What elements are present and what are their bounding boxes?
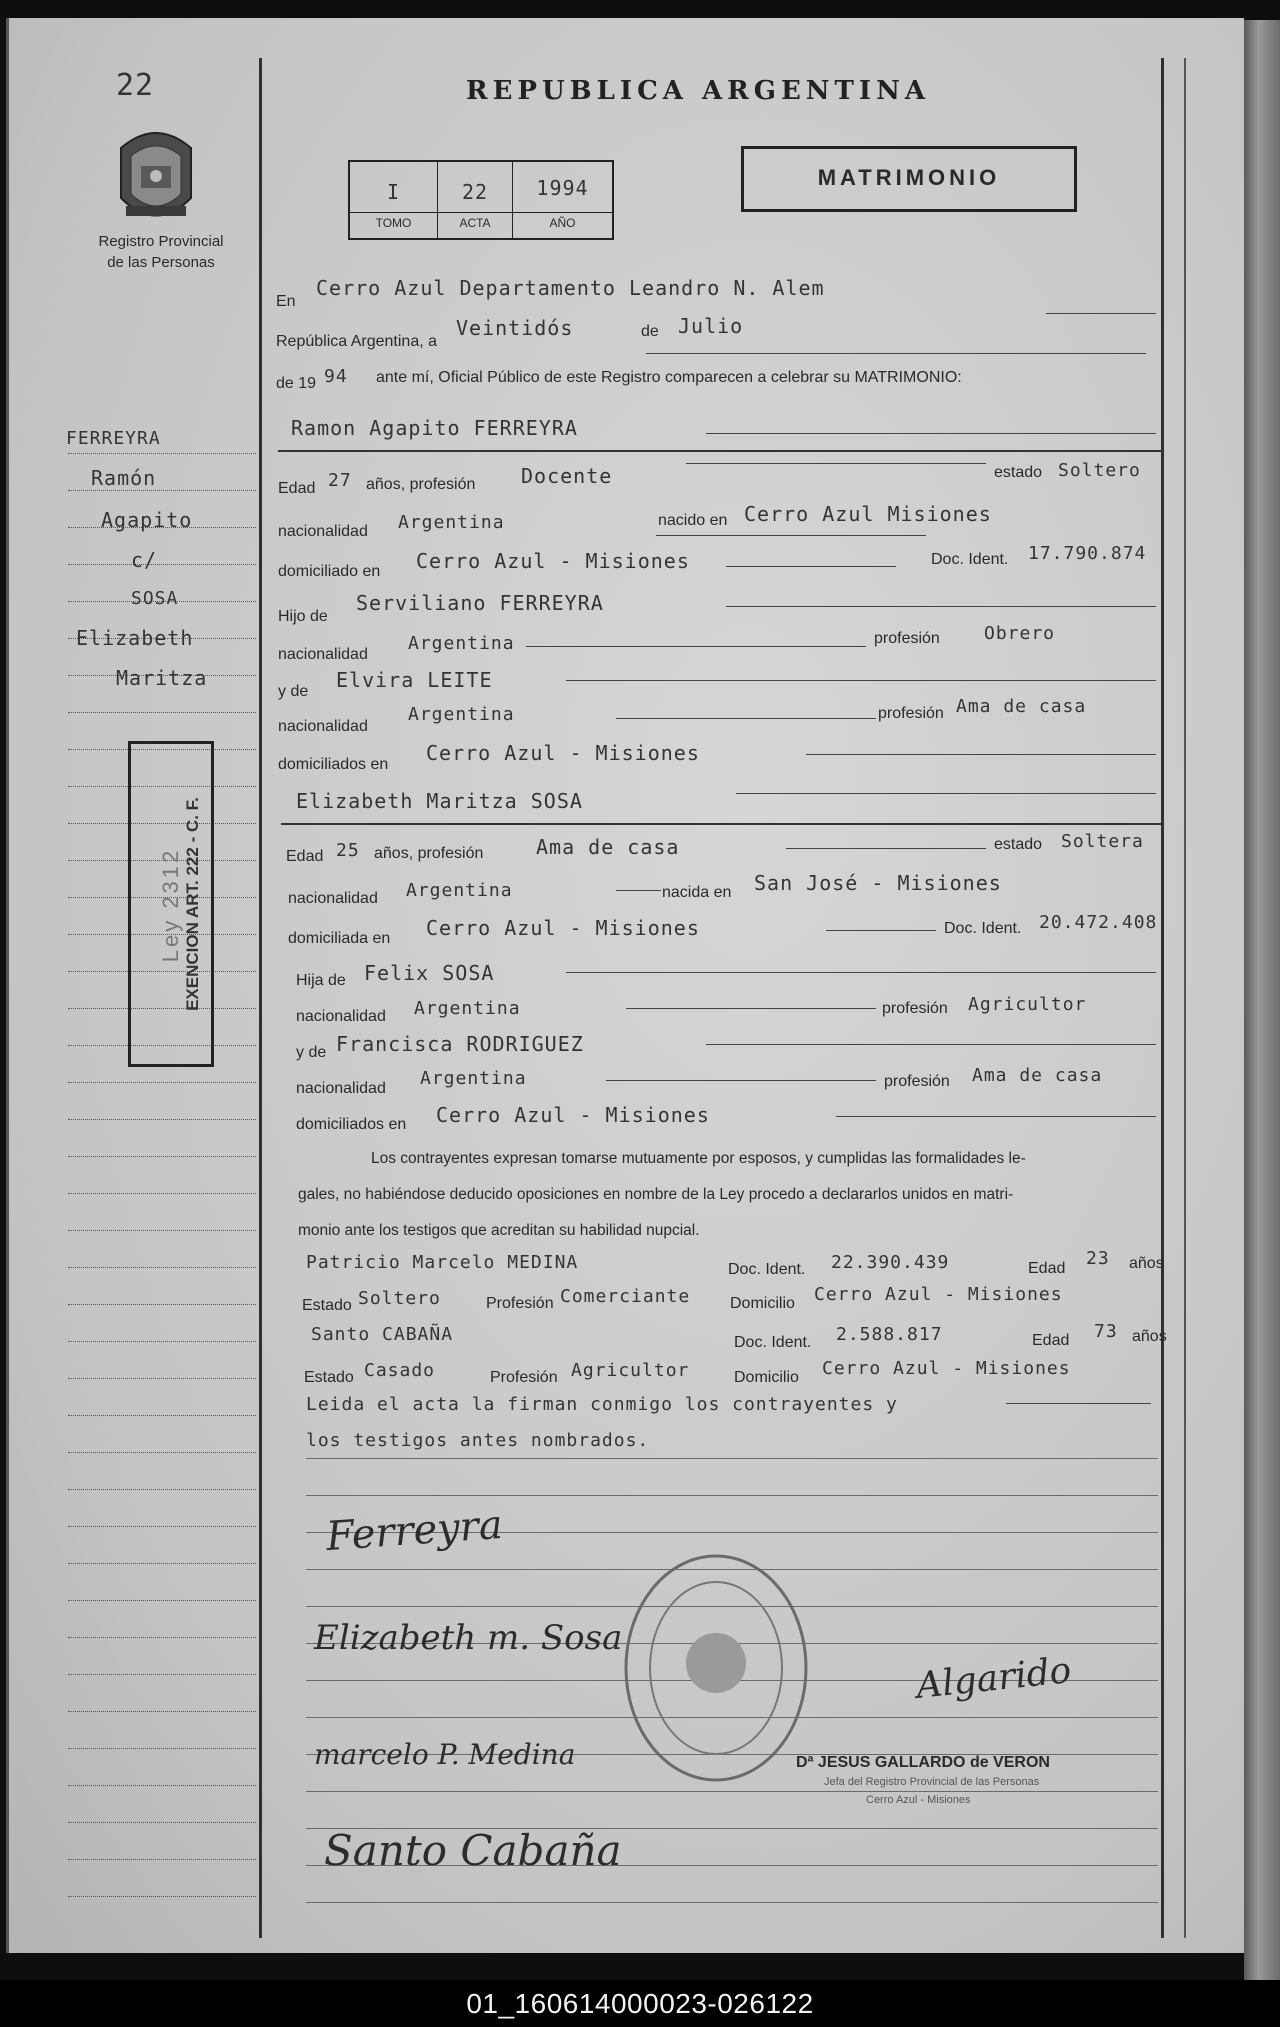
body-rule xyxy=(306,1902,1158,1903)
groom-label-estado: estado xyxy=(994,464,1043,481)
groom-label-doc: Doc. Ident. xyxy=(931,551,1009,568)
anio-value: 1994 xyxy=(536,176,589,200)
label-de-year: de 19 xyxy=(276,375,317,392)
label-ante: ante mí, Oficial Público de este Registro comparecen a celebrar su MATRIMONIO: xyxy=(376,369,962,386)
groom-label-nac: nacionalidad xyxy=(278,523,368,540)
fill-line xyxy=(836,1116,1156,1117)
groom-father-profession: Obrero xyxy=(984,623,1056,644)
section-divider xyxy=(281,823,1163,825)
bride-label-estado: estado xyxy=(994,836,1043,853)
groom-label-nacido: nacido en xyxy=(658,512,728,529)
label-de-month: de xyxy=(641,323,659,340)
margin-given-1a: Ramón xyxy=(91,466,157,490)
margin-rule xyxy=(68,1452,256,1453)
bride-parents-domicile: Cerro Azul - Misiones xyxy=(436,1103,710,1127)
groom-doc-ident: 17.790.874 xyxy=(1028,543,1147,564)
witness1-label-anos: años xyxy=(1129,1255,1164,1272)
fill-line xyxy=(656,535,926,536)
closing-line-2: los testigos antes nombrados. xyxy=(306,1430,650,1451)
register-page xyxy=(6,18,1244,1953)
country-title: REPUBLICA ARGENTINA xyxy=(466,76,931,106)
bride-label-nac-m: nacionalidad xyxy=(296,1080,386,1097)
bride-label-prof: años, profesión xyxy=(374,845,484,862)
groom-label-hijo: Hijo de xyxy=(278,608,328,625)
witness1-label-doc: Doc. Ident. xyxy=(728,1261,806,1278)
groom-label-prof-f: profesión xyxy=(874,630,940,647)
bride-signature: Elizabeth m. Sosa xyxy=(314,1618,623,1658)
bride-label-nacida: nacida en xyxy=(662,884,732,901)
groom-signature: Ferreyra xyxy=(324,1501,505,1561)
margin-rule xyxy=(68,712,256,713)
groom-label-nac-f: nacionalidad xyxy=(278,646,368,663)
groom-name: Ramon Agapito FERREYRA xyxy=(291,416,578,440)
margin-rule xyxy=(68,1156,256,1157)
bride-label-domiciliados: domiciliados en xyxy=(296,1116,407,1133)
groom-birthplace: Cerro Azul Misiones xyxy=(744,502,992,526)
witness1-label-domicilio: Domicilio xyxy=(730,1295,795,1312)
page-left-border xyxy=(6,18,9,1953)
bride-label-dom: domiciliada en xyxy=(288,930,391,947)
groom-parents-domicile: Cerro Azul - Misiones xyxy=(426,741,700,765)
bride-father: Felix SOSA xyxy=(364,961,495,985)
margin-rule xyxy=(68,1230,256,1231)
month: Julio xyxy=(678,314,744,338)
witness2-label-profesion: Profesión xyxy=(490,1369,558,1386)
margin-surname-1: FERREYRA xyxy=(66,428,161,449)
bride-label-nac-f: nacionalidad xyxy=(296,1008,386,1025)
witness2-label-edad: Edad xyxy=(1032,1332,1070,1349)
fill-line xyxy=(566,972,1156,973)
bride-doc-ident: 20.472.408 xyxy=(1039,912,1158,933)
bride-father-profession: Agricultor xyxy=(968,994,1087,1015)
groom-age: 27 xyxy=(328,470,352,491)
witness1-doc-ident: 22.390.439 xyxy=(831,1252,950,1273)
bride-label-yde: y de xyxy=(296,1044,327,1061)
registry-name-line1: Registro Provincial xyxy=(98,233,224,250)
margin-rule xyxy=(68,1267,256,1268)
margin-rule xyxy=(68,1378,256,1379)
anio-label: AÑO xyxy=(549,216,576,230)
margin-rule xyxy=(68,1637,256,1638)
fill-line xyxy=(1046,313,1156,314)
closing-line-1: Leida el acta la firman conmigo los contrayentes y xyxy=(306,1394,898,1415)
margin-surname-2: SOSA xyxy=(131,588,179,609)
groom-label-yde: y de xyxy=(278,683,309,700)
bride-name: Elizabeth Maritza SOSA xyxy=(296,789,583,813)
stamp-exencion: EXENCION ART. 222 - C. F. xyxy=(183,797,202,1011)
bride-father-nationality: Argentina xyxy=(414,998,521,1019)
body-rule xyxy=(306,1495,1158,1496)
margin-given-1b: Agapito xyxy=(101,508,193,532)
witness1-signature: marcelo P. Medina xyxy=(314,1738,576,1771)
fill-line xyxy=(826,930,936,931)
margin-rule xyxy=(68,1896,256,1897)
witness2-label-doc: Doc. Ident. xyxy=(734,1334,812,1351)
fill-line xyxy=(626,1008,876,1009)
bride-age: 25 xyxy=(336,840,360,861)
margin-rule xyxy=(68,1193,256,1194)
fill-line xyxy=(646,353,1146,354)
bride-label-prof-m: profesión xyxy=(884,1073,950,1090)
groom-father-nationality: Argentina xyxy=(408,633,515,654)
fill-line xyxy=(706,1044,1156,1045)
margin-rule xyxy=(68,1785,256,1786)
witness1-domicile: Cerro Azul - Misiones xyxy=(814,1284,1063,1305)
label-republica: República Argentina, a xyxy=(276,333,437,350)
declaration-line-1: Los contrayentes expresan tomarse mutuamente por esposos, y cumplidas las formalidades le- xyxy=(371,1150,1026,1167)
tomo-label: TOMO xyxy=(375,216,412,230)
bride-mother: Francisca RODRIGUEZ xyxy=(336,1032,584,1056)
document-type: MATRIMONIO xyxy=(817,165,1001,190)
fill-line xyxy=(806,754,1156,755)
body-rule xyxy=(306,1458,1158,1459)
tomo-value: I xyxy=(386,180,401,204)
declaration-line-2: gales, no habiéndose deducido oposiciones en nombre de la Ley procedo a declararlos unidos en matri- xyxy=(298,1186,1014,1203)
witness2-signature: Santo Cabaña xyxy=(324,1826,622,1875)
bride-domicile: Cerro Azul - Misiones xyxy=(426,916,700,940)
margin-rule xyxy=(68,1415,256,1416)
bride-label-hija: Hija de xyxy=(296,972,346,989)
witness2-doc-ident: 2.588.817 xyxy=(836,1324,943,1345)
witness1-label-profesion: Profesión xyxy=(486,1295,554,1312)
margin-given-2b: Maritza xyxy=(116,666,208,690)
margin-divider xyxy=(259,58,262,1938)
margin-rule xyxy=(68,1489,256,1490)
fill-line xyxy=(526,646,866,647)
fill-line xyxy=(616,890,661,891)
margin-rule xyxy=(68,1082,256,1083)
witness2-marital-status: Casado xyxy=(364,1360,436,1381)
margin-rule xyxy=(68,1600,256,1601)
fill-line xyxy=(736,793,1156,794)
witness2-label-estado: Estado xyxy=(304,1369,354,1386)
margin-rule xyxy=(68,1859,256,1860)
margin-rule xyxy=(68,1119,256,1120)
image-caption: 01_160614000023-026122 xyxy=(0,1980,1280,2027)
groom-label-nac-m: nacionalidad xyxy=(278,718,368,735)
book-page-edge xyxy=(1244,20,1280,1980)
groom-label-dom: domiciliado en xyxy=(278,563,381,580)
witness2-domicile: Cerro Azul - Misiones xyxy=(822,1358,1071,1379)
witness2-profession: Agricultor xyxy=(571,1360,690,1381)
bride-mother-profession: Ama de casa xyxy=(972,1065,1103,1086)
fill-line xyxy=(686,463,986,464)
acta-label: ACTA xyxy=(459,216,491,230)
bride-profession: Ama de casa xyxy=(536,835,680,859)
right-border xyxy=(1161,58,1164,1938)
registry-name-line2: de las Personas xyxy=(107,254,215,271)
section-divider xyxy=(278,450,1163,452)
groom-mother: Elvira LEITE xyxy=(336,668,493,692)
bride-label-doc: Doc. Ident. xyxy=(944,920,1022,937)
body-rule xyxy=(306,1791,1158,1792)
witness2-age: 73 xyxy=(1094,1321,1118,1342)
witness1-marital-status: Soltero xyxy=(358,1288,441,1309)
groom-label-edad: Edad xyxy=(278,480,316,497)
groom-label-domiciliados: domiciliados en xyxy=(278,756,389,773)
round-seal-icon xyxy=(616,1548,816,1788)
bride-nationality: Argentina xyxy=(406,880,513,901)
officer-stamp-line3: Cerro Azul - Misiones xyxy=(866,1794,971,1806)
stamp-ley: Ley 2312 xyxy=(158,847,183,963)
margin-rule xyxy=(68,1526,256,1527)
acta-value: 22 xyxy=(461,180,489,204)
witness1-profession: Comerciante xyxy=(560,1286,691,1307)
fill-line xyxy=(566,680,1156,681)
witness2-name: Santo CABAÑA xyxy=(311,1324,454,1345)
groom-profession: Docente xyxy=(521,464,613,488)
year-suffix: 94 xyxy=(324,366,348,387)
groom-label-prof-m: profesión xyxy=(878,705,944,722)
margin-rule xyxy=(68,1711,256,1712)
groom-marital-status: Soltero xyxy=(1058,460,1141,481)
witness2-label-anos: años xyxy=(1132,1328,1167,1345)
witness1-age: 23 xyxy=(1086,1248,1110,1269)
fill-line xyxy=(616,718,876,719)
fill-line xyxy=(1006,1403,1151,1404)
fill-line xyxy=(726,606,1156,607)
fill-line xyxy=(726,566,896,567)
groom-domicile: Cerro Azul - Misiones xyxy=(416,549,690,573)
margin-given-2a: Elizabeth xyxy=(76,626,194,650)
margin-rule xyxy=(68,453,256,454)
groom-mother-profession: Ama de casa xyxy=(956,696,1087,717)
declaration-line-3: monio ante los testigos que acreditan su habilidad nupcial. xyxy=(298,1222,700,1239)
groom-label-prof: años, profesión xyxy=(366,476,476,493)
margin-rule xyxy=(68,1341,256,1342)
margin-connector: c/ xyxy=(131,548,158,572)
bride-label-nac: nacionalidad xyxy=(288,890,378,907)
place: Cerro Azul Departamento Leandro N. Alem xyxy=(316,276,825,300)
page-number: 22 xyxy=(116,68,155,103)
officer-signature: Algarido xyxy=(914,1649,1074,1708)
exemption-stamp xyxy=(128,741,214,1067)
bride-label-prof-f: profesión xyxy=(882,1000,948,1017)
margin-rule xyxy=(68,1674,256,1675)
fill-line xyxy=(606,1080,876,1081)
provincial-seal-icon xyxy=(111,118,201,236)
margin-rule xyxy=(68,1822,256,1823)
officer-stamp-line1: Dª JESUS GALLARDO de VERON xyxy=(796,1754,1050,1771)
groom-nationality: Argentina xyxy=(398,512,505,533)
bride-label-edad: Edad xyxy=(286,848,324,865)
margin-rule xyxy=(68,1748,256,1749)
fill-line xyxy=(786,848,986,849)
label-en: En xyxy=(276,293,296,310)
groom-father: Serviliano FERREYRA xyxy=(356,591,604,615)
document-type-box xyxy=(741,146,1077,212)
witness1-label-edad: Edad xyxy=(1028,1260,1066,1277)
bride-mother-nationality: Argentina xyxy=(420,1068,527,1089)
margin-rule xyxy=(68,1304,256,1305)
margin-rule xyxy=(68,1563,256,1564)
witness1-label-estado: Estado xyxy=(302,1297,352,1314)
witness1-name: Patricio Marcelo MEDINA xyxy=(306,1252,579,1273)
bride-birthplace: San José - Misiones xyxy=(754,871,1002,895)
bride-marital-status: Soltera xyxy=(1061,831,1144,852)
fill-line xyxy=(706,433,1156,434)
right-border-outer xyxy=(1184,58,1186,1938)
acta-table xyxy=(348,160,614,240)
officer-stamp-line2: Jefa del Registro Provincial de las Personas xyxy=(824,1776,1040,1788)
witness2-label-domicilio: Domicilio xyxy=(734,1369,799,1386)
day: Veintidós xyxy=(456,316,574,340)
groom-mother-nationality: Argentina xyxy=(408,704,515,725)
margin-rule xyxy=(68,564,256,565)
margin-rule xyxy=(68,490,256,491)
